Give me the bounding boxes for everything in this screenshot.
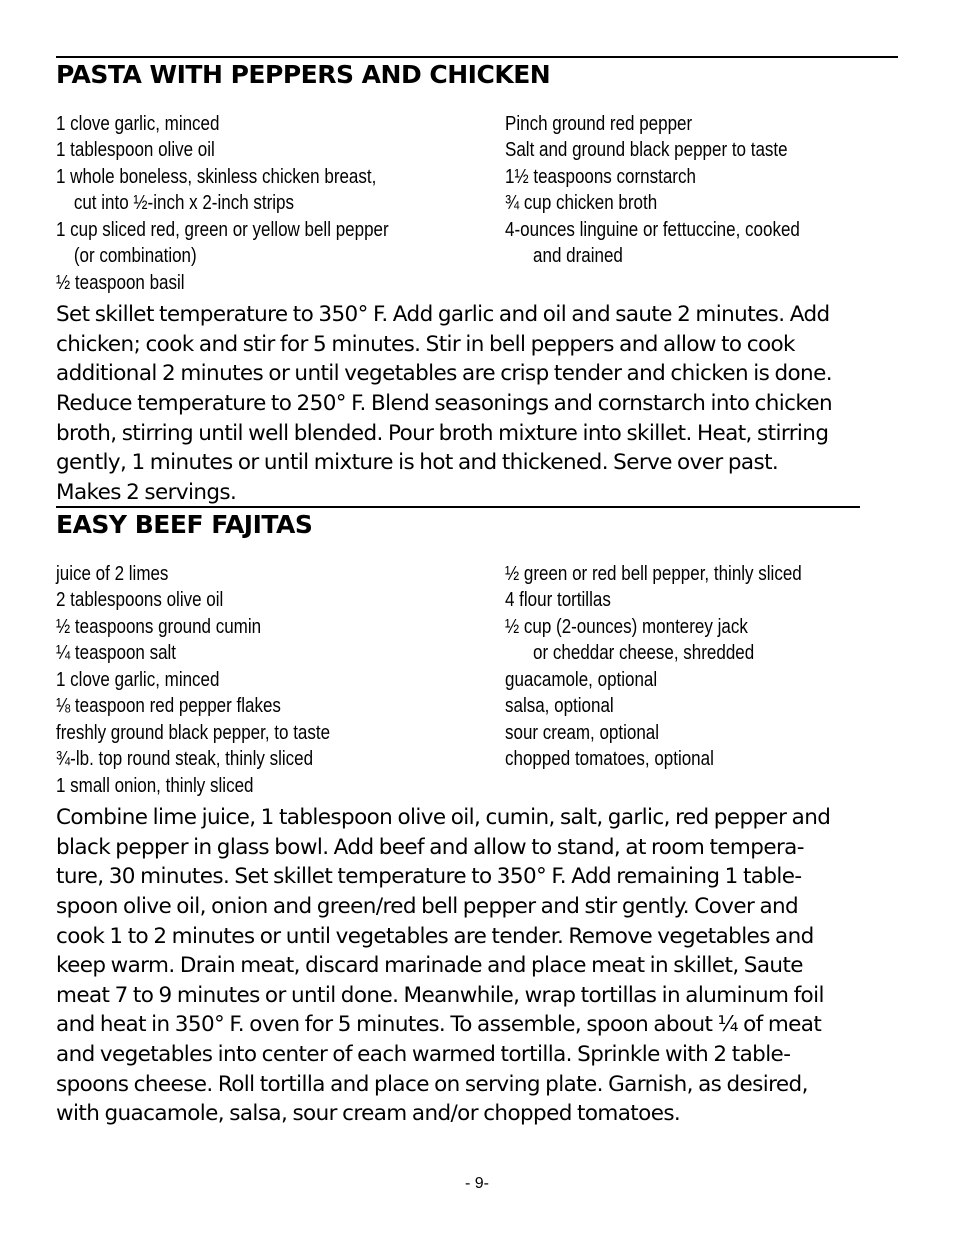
ingredient-item: 4 flour tortillas (505, 589, 611, 612)
recipe-easy-beef-fajitas (56, 506, 860, 1129)
section-divider (56, 56, 898, 58)
ingredient-item: 1 cup sliced red, green or yellow bell pepper (or combination) (56, 218, 389, 268)
ingredient-list (56, 111, 898, 297)
ingredient-item: chopped tomatoes, optional (505, 748, 714, 771)
ingredient-column-right (505, 561, 802, 800)
recipe-pasta-with-peppers-and-chicken (56, 56, 898, 507)
ingredient-item: ½ teaspoon basil (56, 271, 185, 294)
ingredient-item: 1 small onion, thinly sliced (56, 774, 254, 797)
ingredient-item: guacamole, optional (505, 668, 658, 691)
recipe-directions: Set skillet temperature to 350° F. Add garlic and oil and saute 2 minutes. Add chicken; cook and stir for 5 minutes. Stir in bell peppers and allow to cook additional 2 minutes or until vegetables are crisp tender and chicken is done. Reduce temperature to 250° F. Blend seasonings and cornstarch into chicken broth, stirring until well blended. Pour broth mixture into skillet. Heat, stirring gently, 1 minutes or until mixture is hot and thickened. Serve over past. Makes 2 servings. (56, 302, 833, 505)
ingredient-item: ⅛ teaspoon red pepper flakes (56, 695, 281, 718)
ingredient-item: freshly ground black pepper, to taste (56, 721, 331, 744)
ingredient-item: ½ green or red bell pepper, thinly sliced (505, 562, 802, 585)
ingredient-item: 1 tablespoon olive oil (56, 139, 215, 162)
ingredient-item: juice of 2 limes (56, 562, 169, 585)
recipe-title: PASTA WITH PEPPERS AND CHICKEN (56, 60, 551, 89)
ingredient-item: ½ cup (2-ounces) monterey jack or cheddar cheese, shredded (505, 615, 755, 665)
ingredient-item: 2 tablespoons olive oil (56, 589, 224, 612)
ingredient-item: ¾ cup chicken broth (505, 192, 658, 215)
recipe-directions: Combine lime juice, 1 tablespoon olive oil, cumin, salt, garlic, red pepper and black pepper in glass bowl. Add beef and allow to stand, at room tempera- ture, 30 minutes. Set skillet temperature to 350° F. Add remaining 1 table- spoon olive oil, onion and green/red bell pepper and stir gently. Cover and cook 1 to 2 minutes or until vegetables are tender. Remove vegetables and keep warm. Drain meat, discard marinade and place meat in skillet, Saute meat 7 to 9 minutes or until done. Meanwhile, wrap tortillas in aluminum foil and heat in 350° F. oven for 5 minutes. To assemble, spoon about ¼ of meat and vegetables into center of each warmed tortilla. Sprinkle with 2 table- spoons cheese. Roll tortilla and place on serving plate. Garnish, as desired, with guacamole, salsa, sour cream and/or chopped tomatoes. (56, 805, 831, 1127)
ingredient-item: ½ teaspoons ground cumin (56, 615, 262, 638)
ingredient-item: 1 whole boneless, skinless chicken breast, cut into ½-inch x 2-inch strips (56, 165, 377, 215)
ingredient-list (56, 561, 860, 800)
ingredient-item: Pinch ground red pepper (505, 112, 693, 135)
ingredient-item: sour cream, optional (505, 721, 660, 744)
ingredient-item: Salt and ground black pepper to taste (505, 139, 788, 162)
ingredient-column-left (56, 111, 438, 297)
ingredient-item: ¼ teaspoon salt (56, 642, 177, 665)
ingredient-item: 4-ounces linguine or fettuccine, cooked and drained (505, 218, 800, 268)
section-divider (56, 506, 860, 508)
ingredient-column-right (505, 111, 800, 297)
ingredient-item: 1½ teaspoons cornstarch (505, 165, 696, 188)
ingredient-item: salsa, optional (505, 695, 614, 718)
recipe-title: EASY BEEF FAJITAS (56, 510, 313, 539)
page-number: - 9- (465, 1175, 489, 1192)
ingredient-column-left (56, 561, 438, 800)
ingredient-item: 1 clove garlic, minced (56, 112, 220, 135)
ingredient-item: ¾-lb. top round steak, thinly sliced (56, 748, 314, 771)
ingredient-item: 1 clove garlic, minced (56, 668, 220, 691)
